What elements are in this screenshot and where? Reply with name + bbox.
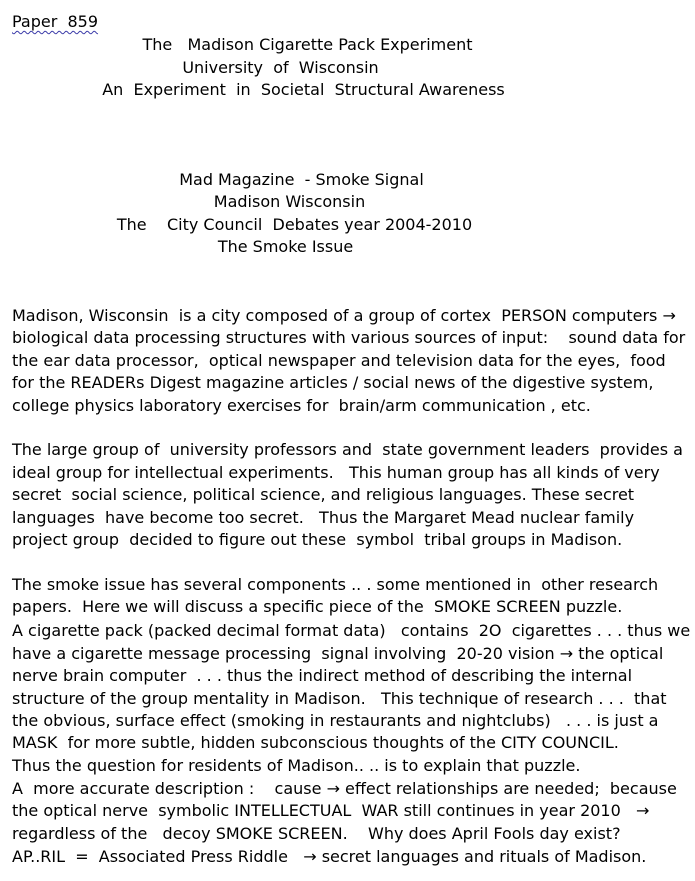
body-line: secret social science, political science, and religious languages. These secret [12, 485, 635, 504]
body-line: The large group of university professors and state government leaders provides a [12, 440, 683, 459]
body-line: languages have become too secret. Thus the Margaret Mead nuclear family [12, 508, 635, 527]
body-line: the ear data processor, optical newspaper and television data for the eyes, food [12, 351, 666, 370]
body-line: A more accurate description : cause → effect relationships are needed; because [12, 779, 677, 798]
body-line: A cigarette pack (packed decimal format data) contains 2O cigarettes . . . thus we [12, 621, 691, 640]
body-line: structure of the group mentality in Madison. This technique of research . . . that [12, 689, 667, 708]
subheader-line-1: Mad Magazine - Smoke Signal [179, 170, 424, 189]
body-line: ideal group for intellectual experiments. This human group has all kinds of very [12, 463, 660, 482]
subheader-line-4: The Smoke Issue [217, 237, 354, 256]
body-line: for the READERs Digest magazine articles / social news of the digestive system, [12, 373, 654, 392]
body-line: MASK for more subtle, hidden subconscious thoughts of the CITY COUNCIL. [12, 733, 619, 752]
body-line: the optical nerve symbolic INTELLECTUAL WAR still continues in year 2010 → [12, 801, 650, 820]
title-line-3: An Experiment in Societal Structural Awareness [102, 80, 505, 99]
subheader-line-2: Madison Wisconsin [213, 192, 366, 211]
body-line: biological data processing structures with various sources of input: sound data for [12, 328, 686, 347]
title-line-2: University of Wisconsin [182, 58, 379, 77]
body-line: the obvious, surface effect (smoking in restaurants and nightclubs) . . . is just a [12, 711, 659, 730]
body-line: Madison, Wisconsin is a city composed of a group of cortex PERSON computers → [12, 306, 676, 325]
paper-number: Paper 859 [12, 12, 99, 31]
body-line: nerve brain computer . . . thus the indirect method of describing the internal [12, 666, 633, 685]
body-line: college physics laboratory exercises for brain/arm communication , etc. [12, 396, 591, 415]
body-line: have a cigarette message processing signal involving 20-20 vision → the optical [12, 644, 664, 663]
body-line: papers. Here we will discuss a specific piece of the SMOKE SCREEN puzzle. [12, 597, 623, 616]
subheader-line-3: The City Council Debates year 2004-2010 [116, 215, 473, 234]
title-line-1: The Madison Cigarette Pack Experiment [142, 35, 473, 54]
body-line: The smoke issue has several components .. . some mentioned in other research [12, 575, 659, 594]
body-line: project group decided to figure out these symbol tribal groups in Madison. [12, 530, 623, 549]
body-line: Thus the question for residents of Madison.. .. is to explain that puzzle. [12, 756, 581, 775]
body-line: regardless of the decoy SMOKE SCREEN. Why does April Fools day exist? [12, 824, 621, 843]
body-line: AP..RIL = Associated Press Riddle → secret languages and rituals of Madison. [12, 847, 647, 866]
